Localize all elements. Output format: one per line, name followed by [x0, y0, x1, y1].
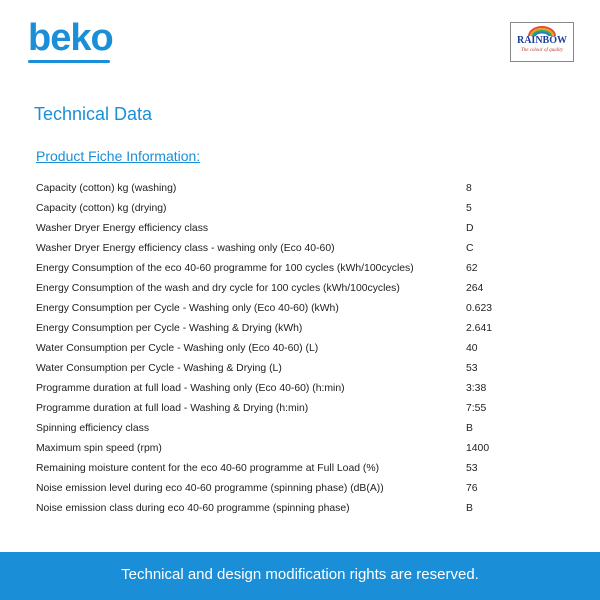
spec-label: Noise emission level during eco 40-60 programme (spinning phase) (dB(A))	[36, 483, 384, 494]
spec-value: 2.641	[466, 323, 493, 334]
spec-row	[36, 179, 536, 199]
spec-row	[36, 379, 536, 399]
rainbow-logo-text: RAINBOW	[516, 35, 567, 46]
spec-label: Capacity (cotton) kg (drying)	[36, 203, 167, 214]
footer-text: Technical and design modification rights are reserved.	[121, 566, 479, 583]
spec-row	[36, 419, 536, 439]
page-title: Technical Data	[34, 104, 153, 124]
spec-label: Water Consumption per Cycle - Washing only (Eco 40-60) (L)	[36, 343, 319, 354]
beko-logo: beko	[28, 17, 113, 59]
spec-value: 0.623	[466, 303, 493, 314]
spec-label: Maximum spin speed (rpm)	[36, 443, 162, 454]
spec-value: 3:38	[466, 383, 487, 394]
spec-row	[36, 339, 536, 359]
spec-value: 5	[466, 203, 472, 214]
spec-value: 53	[466, 463, 478, 474]
spec-value: 76	[466, 483, 478, 494]
spec-label: Washer Dryer Energy efficiency class	[36, 223, 209, 234]
spec-row	[36, 239, 536, 259]
spec-value: 8	[466, 183, 472, 194]
spec-label: Programme duration at full load - Washing & Drying (h:min)	[36, 403, 309, 414]
rainbow-tagline: The colour of quality	[520, 48, 564, 53]
spec-row	[36, 459, 536, 479]
footer-banner	[0, 552, 600, 600]
spec-row	[36, 259, 536, 279]
spec-row	[36, 479, 536, 499]
spec-label: Energy Consumption per Cycle - Washing only (Eco 40-60) (kWh)	[36, 303, 339, 314]
spec-label: Programme duration at full load - Washing only (Eco 40-60) (h:min)	[36, 383, 345, 394]
spec-table	[36, 179, 536, 519]
spec-value: 62	[466, 263, 478, 274]
spec-value: 264	[466, 283, 484, 294]
spec-label: Energy Consumption of the eco 40-60 programme for 100 cycles (kWh/100cycles)	[36, 263, 414, 274]
spec-row	[36, 199, 536, 219]
spec-label: Water Consumption per Cycle - Washing & Drying (L)	[36, 363, 282, 374]
spec-label: Energy Consumption of the wash and dry cycle for 100 cycles (kWh/100cycles)	[36, 283, 400, 294]
beko-logo-underline	[28, 60, 110, 63]
spec-value: 53	[466, 363, 478, 374]
spec-value: B	[466, 503, 473, 514]
spec-row	[36, 299, 536, 319]
spec-label: Energy Consumption per Cycle - Washing & Drying (kWh)	[36, 323, 303, 334]
spec-value: 7:55	[466, 403, 487, 414]
spec-label: Spinning efficiency class	[36, 423, 150, 434]
section-subtitle: Product Fiche Information:	[36, 148, 201, 164]
spec-label: Noise emission class during eco 40-60 programme (spinning phase)	[36, 503, 350, 514]
spec-value: 40	[466, 343, 478, 354]
spec-label: Capacity (cotton) kg (washing)	[36, 183, 177, 194]
spec-row	[36, 279, 536, 299]
spec-row	[36, 219, 536, 239]
spec-row	[36, 399, 536, 419]
spec-value: B	[466, 423, 473, 434]
spec-label: Remaining moisture content for the eco 40-60 programme at Full Load (%)	[36, 463, 380, 474]
spec-value: D	[466, 223, 474, 234]
spec-row	[36, 499, 536, 519]
spec-label: Washer Dryer Energy efficiency class - washing only (Eco 40-60)	[36, 243, 335, 254]
spec-row	[36, 359, 536, 379]
spec-row	[36, 319, 536, 339]
spec-value: C	[466, 243, 474, 254]
spec-value: 1400	[466, 443, 490, 454]
rainbow-logo	[510, 22, 574, 62]
spec-row	[36, 439, 536, 459]
